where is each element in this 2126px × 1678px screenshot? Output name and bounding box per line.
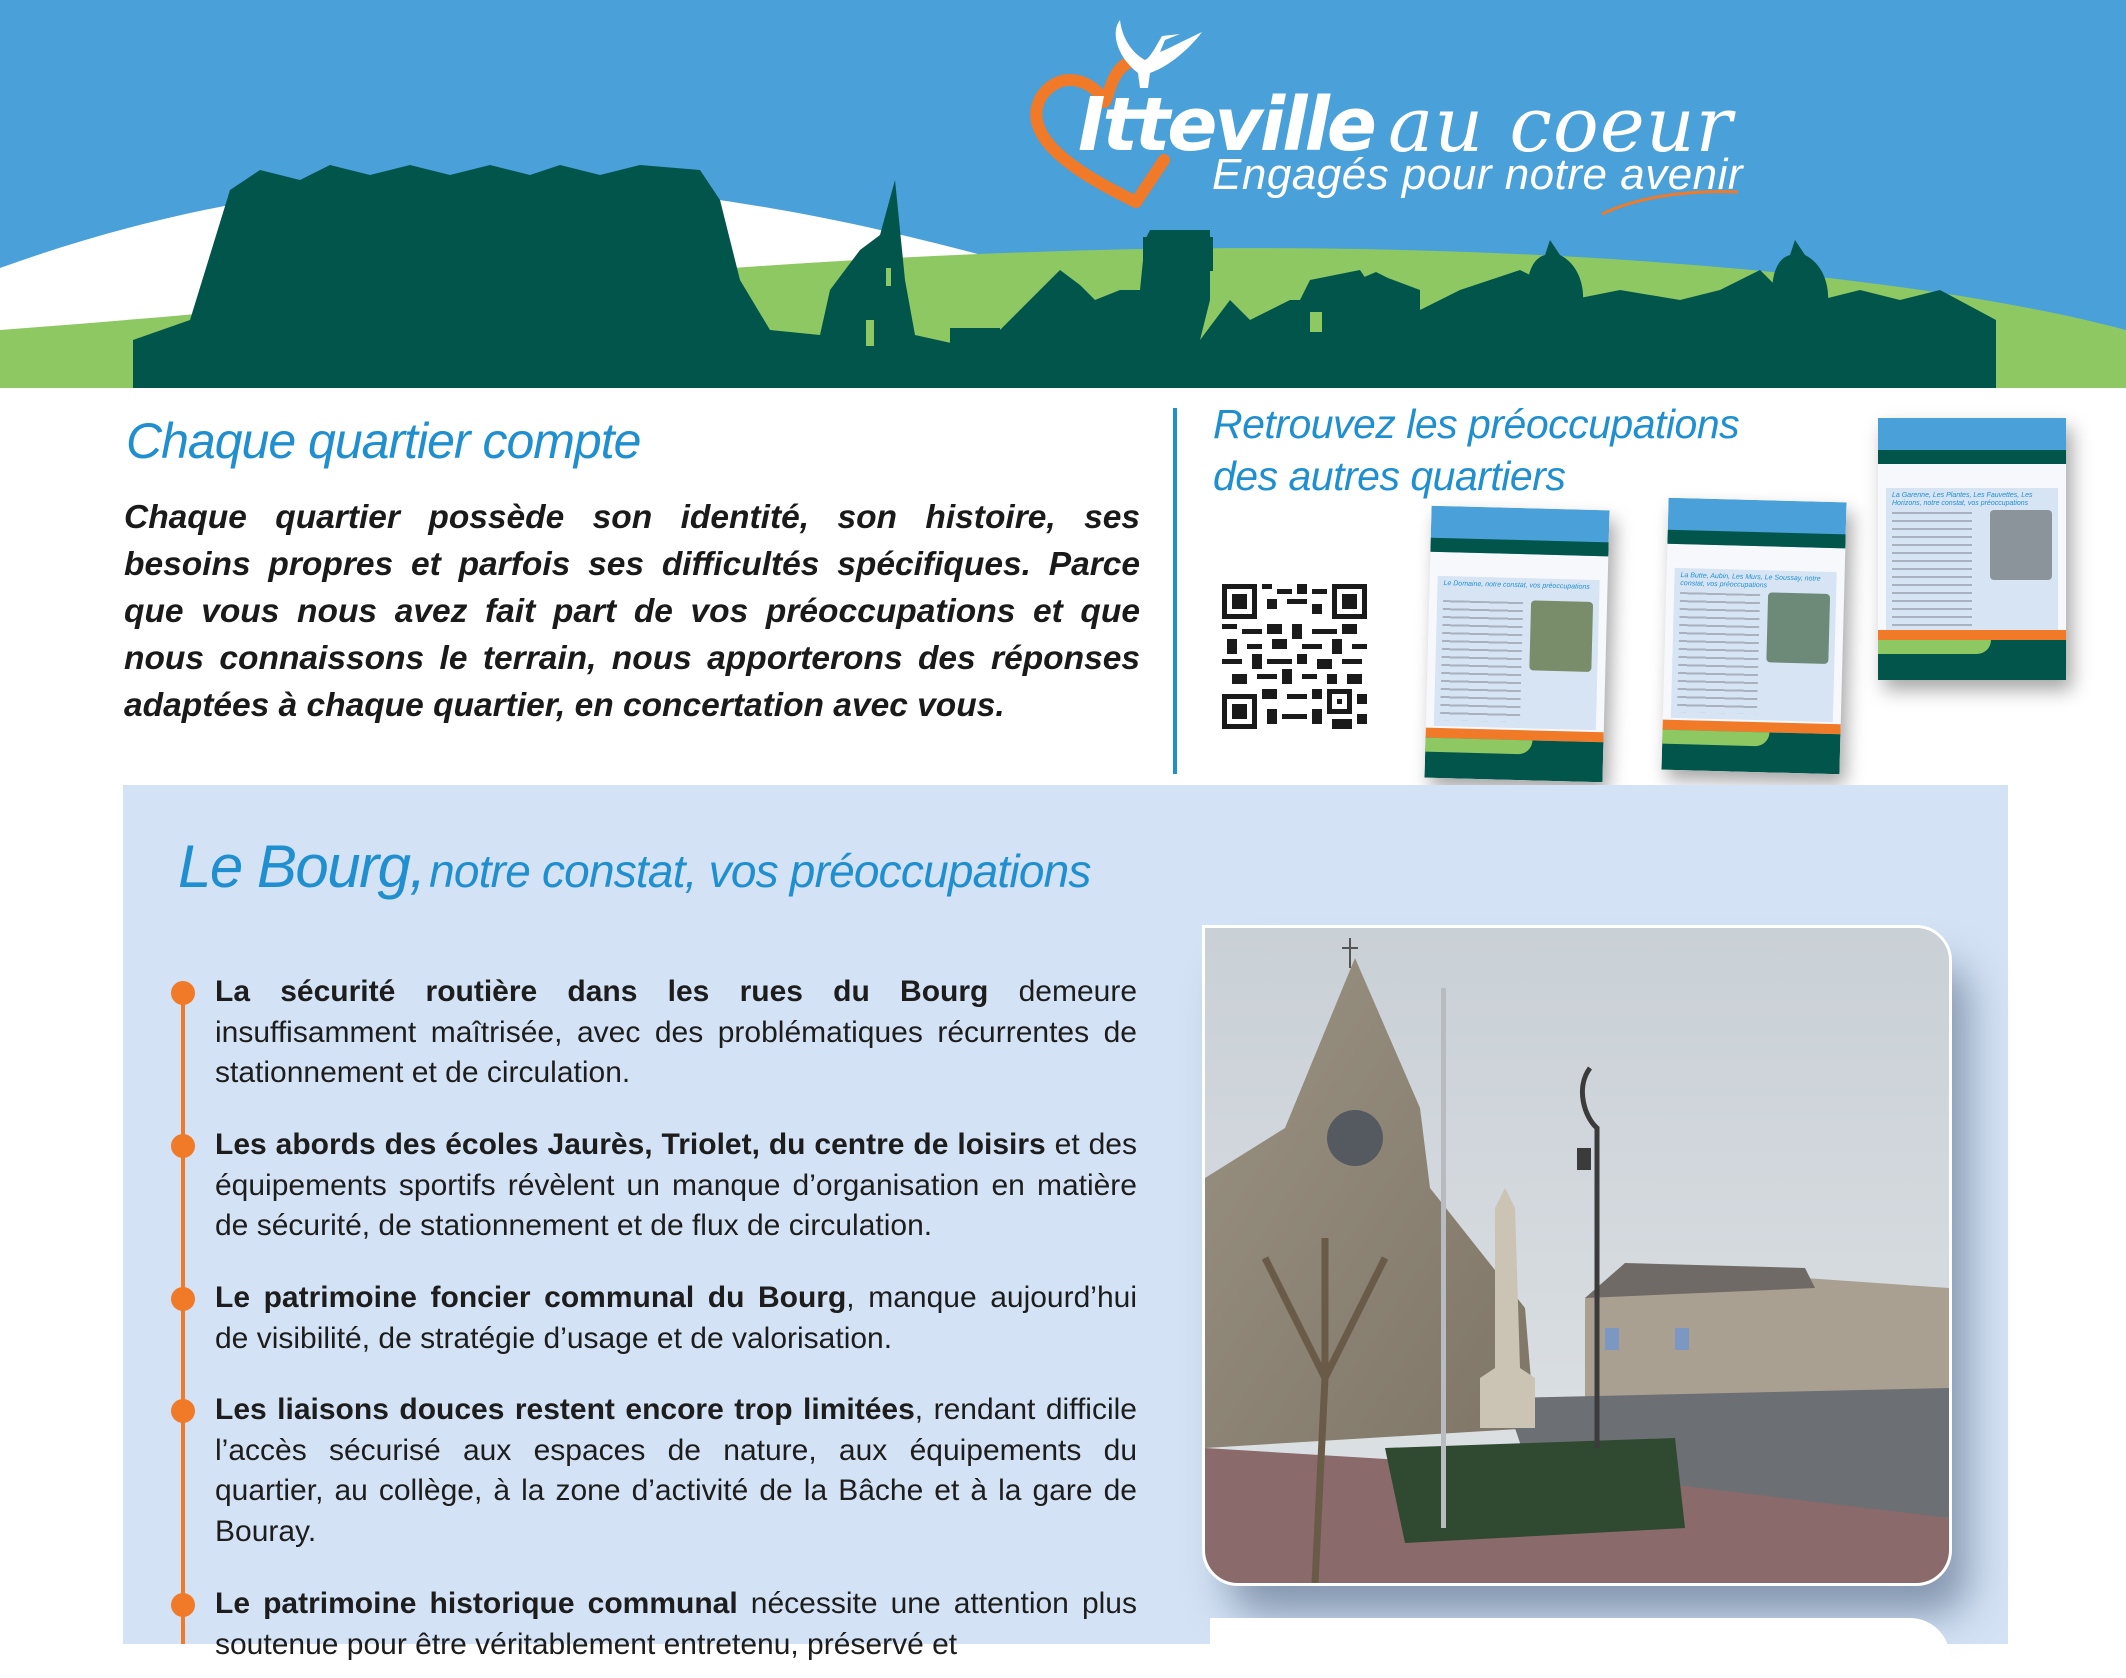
intro-text: Chaque quartier possède son identité, son histoire, ses besoins propres et parfois ses difficultés spécifiques. Parce que vous nous avez fait part de vos préoccupations et que nous connaissons le terrain, nous apporterons des réponses adaptées à chaque quartier, en concertation avec vous. (124, 499, 1140, 724)
info-card (1210, 1618, 1950, 1678)
flyer-thumbnail-le-domaine[interactable] (1424, 506, 1609, 783)
flyer-heading: La Butte, Aubin, Les Murs, Le Soussay, notre constat, vos préoccupations (1680, 572, 1821, 590)
concern-item (215, 1390, 1137, 1552)
section-title-district: Le Bourg, (178, 833, 425, 900)
concern-item (215, 972, 1137, 1094)
concern-item-lead: Les liaisons douces restent encore trop limitées (215, 1393, 915, 1426)
concern-item-lead: Le patrimoine historique communal (215, 1587, 738, 1620)
flyer-heading: La Garenne, Les Plantes, Les Fauvettes, Les Horizons, notre constat, vos préoccupations (1892, 492, 2033, 507)
bullet-dot (171, 1399, 195, 1423)
flyer-thumbnail-la-butte[interactable] (1661, 498, 1846, 775)
bullet-dot (171, 1287, 195, 1311)
logo-tagline: Engagés pour notre avenir (1212, 150, 1744, 199)
logo-name: Itteville (1078, 82, 1374, 168)
concern-item-lead: La sécurité routière dans les rues du Bourg (215, 975, 989, 1008)
concern-item-text: et des équipements sportifs révèlent un manque d’organisation en matière de sécurité, de stationnement et de flux de circulation. (215, 1128, 1137, 1242)
concern-item-text: nécessite une attention plus soutenue pour être véritablement entretenu, préservé et (215, 1587, 1137, 1661)
flyer-thumbnail-la-garenne[interactable] (1878, 418, 2066, 680)
concern-item (215, 1278, 1137, 1359)
concern-item-lead: Le patrimoine foncier communal du Bourg (215, 1281, 847, 1314)
other-districts-title-line1: Retrouvez les préoccupations (1213, 401, 1740, 447)
other-districts-title (1213, 398, 1739, 502)
timeline-line (181, 993, 185, 1644)
church-war-memorial-photo (1202, 925, 1952, 1586)
bullet-dot (171, 1593, 195, 1617)
concern-item-text: , manque aujourd’hui de visibilité, de stratégie d’usage et de valorisation. (215, 1281, 1137, 1355)
flyer-heading: Le Domaine, notre constat, vos préoccupations (1443, 580, 1590, 591)
concern-item (215, 1584, 1137, 1665)
concern-item-text: , rendant difficile l’accès sécurisé aux espaces de nature, aux équipements du quartier, au collège, à la zone d’activité de la Bâche et à la gare de Bouray. (215, 1393, 1137, 1548)
concern-item-text: demeure insuffisamment maîtrisée, avec des problématiques récurrentes de stationnement et de circulation. (215, 975, 1137, 1089)
qr-code[interactable] (1222, 584, 1367, 729)
other-districts-title-line2: des autres quartiers (1213, 453, 1566, 499)
swoosh-underline (1600, 186, 1740, 216)
section-title (178, 832, 1091, 901)
intro-title: Chaque quartier compte (126, 413, 641, 469)
bullet-dot (171, 981, 195, 1005)
concern-item-lead: Les abords des écoles Jaurès, Triolet, du centre de loisirs (215, 1128, 1046, 1161)
logo-script: au coeur (1388, 80, 1733, 169)
vertical-divider (1173, 408, 1177, 774)
concern-item (215, 1125, 1137, 1247)
header-banner (0, 0, 2126, 388)
section-title-subtitle: notre constat, vos préoccupations (429, 845, 1091, 897)
bullet-dot (171, 1134, 195, 1158)
